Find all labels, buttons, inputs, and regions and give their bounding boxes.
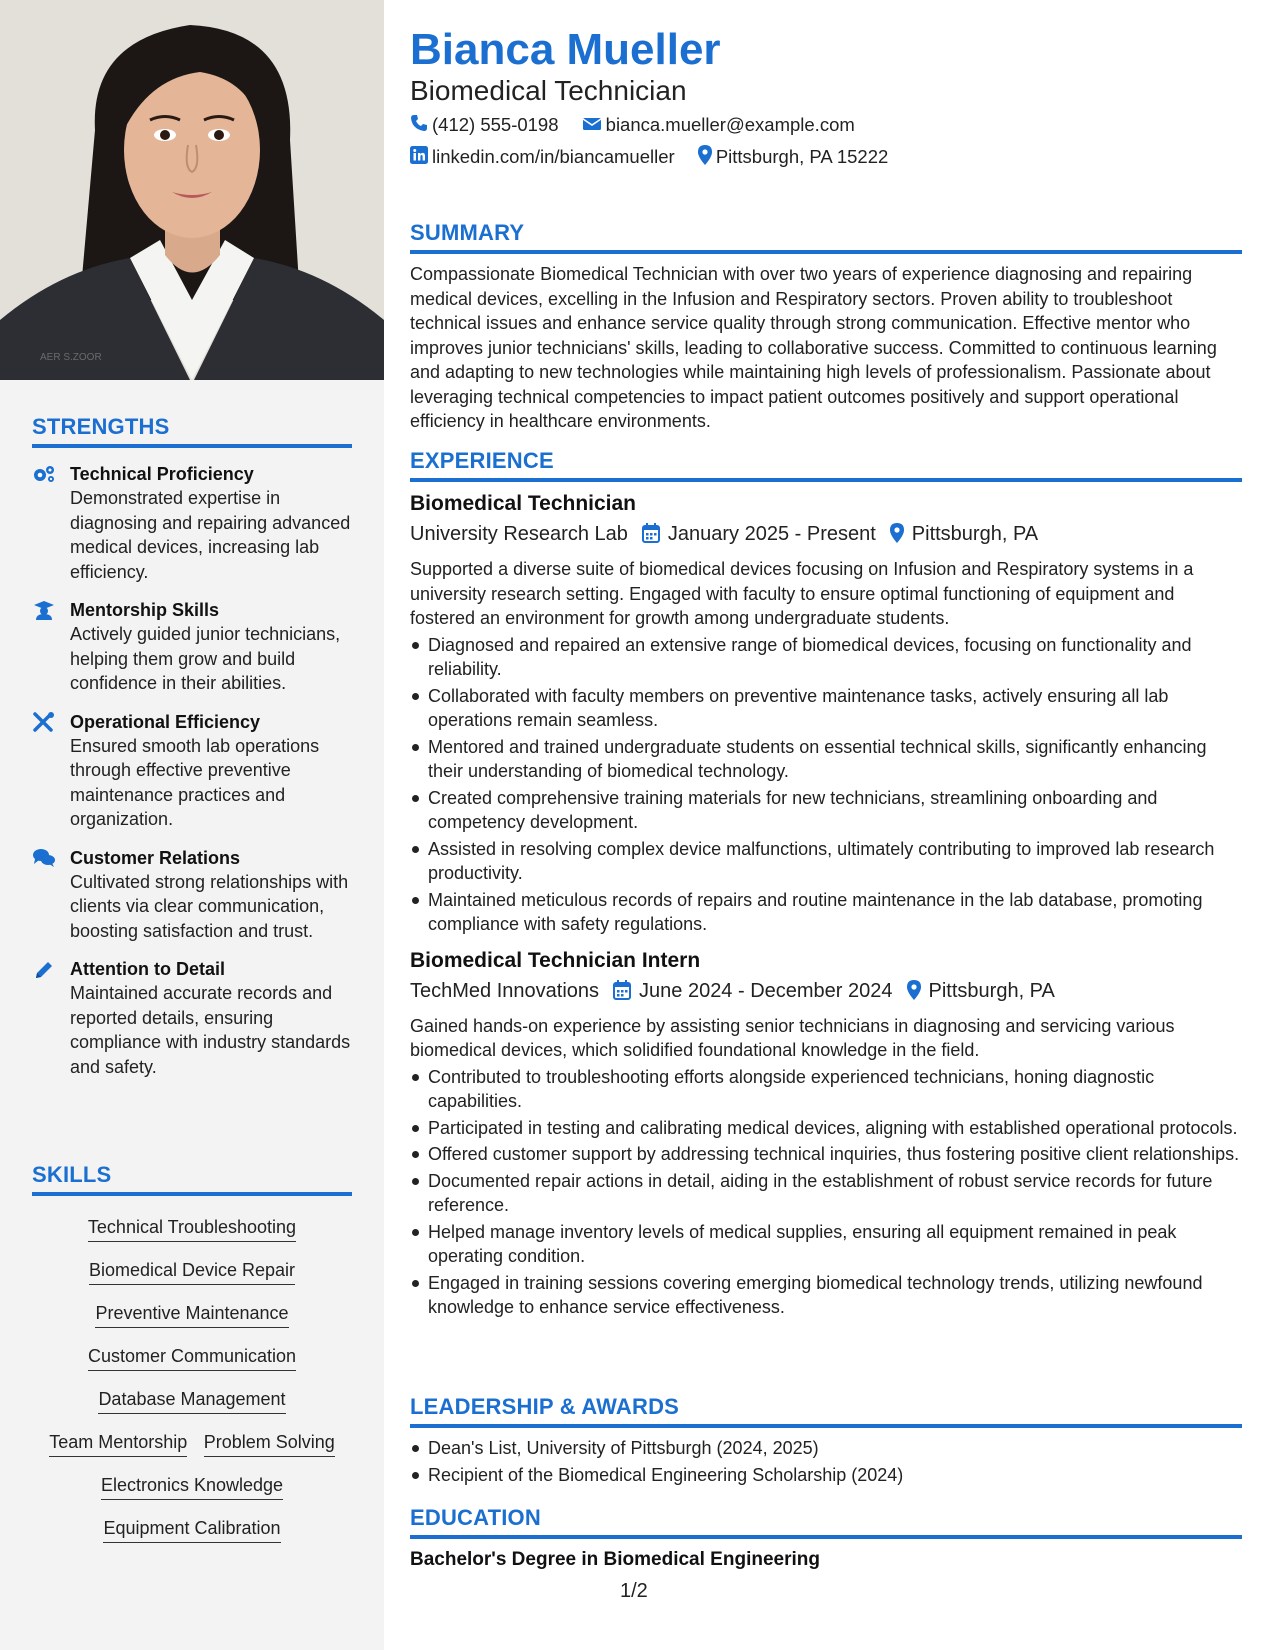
strength-desc: Ensured smooth lab operations through effective preventive maintenance practices and organization. [70, 735, 320, 829]
strength-desc: Cultivated strong relationships with clients via clear communication, boosting satisfaction and trust. [70, 871, 349, 941]
strength-desc: Demonstrated expertise in diagnosing and repairing advanced medical devices, increasing lab efficiency. [70, 488, 351, 582]
photo-watermark: AER S.ZOOR [40, 352, 102, 363]
strength-title: Operational Efficiency [70, 711, 261, 732]
strengths-heading: STRENGTHS [32, 414, 352, 448]
education-degree: Bachelor's Degree in Biomedical Engineering [410, 1549, 820, 1570]
job-title: Biomedical Technician [410, 492, 637, 515]
summary-text: Compassionate Biomedical Technician with over two years of experience diagnosing and repairing medical devices, excelling in the Infusion and Respiratory sectors. Proven ability to troubleshoot technical issues and enhance service quality through strong communication. Effective mentor who improves junior technicians' skills, leading to collaborative success. Committed to continuous learning and adapting to new technologies while maintaining high levels of professionalism. Passionate about leveraging technical competencies to impact patient outcomes positively and support operational efficiency in healthcare environments. [410, 264, 1217, 431]
phone-icon [410, 114, 428, 138]
strength-item [32, 598, 352, 696]
linkedin-icon [410, 146, 428, 170]
job-bullet: Mentored and trained undergraduate students on essential technical skills, significantly enhancing their understanding of biomedical technology. [410, 735, 1242, 784]
job-entry [410, 490, 1242, 937]
job-bullets [410, 633, 1242, 937]
calendar-icon [613, 980, 631, 1008]
job-bullet: Created comprehensive training materials for new technicians, streamlining onboarding and competency development. [410, 786, 1242, 835]
experience-heading: EXPERIENCE [410, 448, 1242, 482]
job-title: Biomedical Technician Intern [410, 948, 701, 972]
envelope-icon [582, 114, 602, 138]
skill-tag: Preventive Maintenance [95, 1302, 288, 1328]
skills-list [32, 1196, 352, 1552]
email-item[interactable] [582, 114, 855, 135]
skill-tag: Biomedical Device Repair [89, 1259, 295, 1285]
job-dates: January 2025 - Present [667, 523, 876, 545]
strength-title: Customer Relations [70, 847, 241, 868]
location-item [698, 146, 888, 167]
tools-icon [32, 712, 56, 732]
contact-row-2 [410, 145, 906, 171]
pencil-icon [32, 959, 56, 979]
job-bullet: Diagnosed and repaired an extensive range of biomedical devices, focusing on functionality and reliability. [410, 633, 1242, 682]
job-bullet: Documented repair actions in detail, aiding in the establishment of robust service records for future reference. [410, 1169, 1242, 1218]
strength-desc: Maintained accurate records and reported details, ensuring compliance with industry standards and safety. [70, 983, 351, 1077]
strength-title: Technical Proficiency [70, 464, 254, 484]
job-bullet: Offered customer support by addressing technical inquiries, thus fostering positive client relationships. [410, 1142, 1242, 1167]
award-item: Recipient of the Biomedical Engineering Scholarship (2024) [410, 1463, 1242, 1488]
job-bullet: Assisted in resolving complex device malfunctions, ultimately contributing to improved lab research productivity. [410, 837, 1242, 886]
job-bullet: Participated in testing and calibrating medical devices, aligning with established operational protocols. [410, 1116, 1242, 1141]
job-meta [410, 977, 1242, 1008]
education-heading: EDUCATION [410, 1505, 1242, 1539]
strengths-section [32, 414, 352, 1079]
chat-icon [32, 848, 56, 868]
strength-title: Attention to Detail [70, 959, 225, 979]
sidebar [0, 0, 384, 1650]
job-dates: June 2024 - December 2024 [639, 979, 893, 1002]
linkedin-item[interactable] [410, 146, 680, 167]
map-pin-icon [907, 980, 921, 1008]
graduate-icon [32, 600, 56, 620]
strength-item [32, 846, 352, 944]
education-section [410, 1505, 1242, 1573]
summary-section [410, 220, 1242, 434]
job-bullets [410, 1065, 1242, 1320]
map-pin-icon [890, 523, 904, 551]
strength-item [32, 462, 352, 584]
phone-text: (412) 555-0198 [432, 114, 559, 135]
strength-item [32, 957, 352, 1079]
skill-tag: Database Management [98, 1388, 285, 1414]
job-description: Gained hands-on experience by assisting senior technicians in diagnosing and servicing various biomedical devices, which solidified foundational knowledge in the field. [410, 1015, 1175, 1060]
skill-tag: Customer Communication [88, 1345, 296, 1371]
job-meta [410, 520, 1242, 551]
job-bullet: Helped manage inventory levels of medical supplies, ensuring all equipment remained in peak operating condition. [410, 1220, 1242, 1269]
job-bullet: Collaborated with faculty members on preventive maintenance tasks, actively ensuring all lab operations remain seamless. [410, 684, 1242, 733]
linkedin-text[interactable]: linkedin.com/in/biancamueller [432, 146, 675, 167]
awards-list [410, 1436, 1242, 1487]
candidate-name: Bianca Mueller [410, 25, 721, 74]
skill-tag: Team Mentorship [49, 1431, 187, 1457]
job-location: Pittsburgh, PA [928, 979, 1055, 1002]
candidate-role: Biomedical Technician [410, 75, 687, 106]
map-pin-icon [698, 145, 712, 171]
skills-section [32, 1162, 352, 1552]
skills-heading: SKILLS [32, 1162, 352, 1196]
award-item: Dean's List, University of Pittsburgh (2024, 2025) [410, 1436, 1242, 1461]
skill-tag: Electronics Knowledge [101, 1474, 283, 1500]
phone-item [410, 114, 564, 135]
job-bullet: Engaged in training sessions covering emerging biomedical technology trends, utilizing newfound knowledge to enhance service effectiveness. [410, 1271, 1242, 1320]
leadership-heading: LEADERSHIP & AWARDS [410, 1394, 1242, 1428]
job-entry [410, 947, 1242, 1320]
email-text[interactable]: bianca.mueller@example.com [605, 114, 855, 135]
strength-title: Mentorship Skills [70, 600, 220, 620]
strength-desc: Actively guided junior technicians, helping them grow and build confidence in their abilities. [70, 624, 341, 693]
experience-section [410, 448, 1242, 1322]
job-company: University Research Lab [410, 523, 628, 545]
calendar-icon [642, 523, 660, 551]
skill-tag: Problem Solving [204, 1431, 335, 1457]
leadership-section [410, 1394, 1242, 1489]
job-bullet: Contributed to troubleshooting efforts alongside experienced technicians, honing diagnostic capabilities. [410, 1065, 1242, 1114]
location-text: Pittsburgh, PA 15222 [715, 146, 889, 167]
contact-row-1 [410, 113, 873, 138]
job-bullet: Maintained meticulous records of repairs and routine maintenance in the lab database, promoting compliance with safety regulations. [410, 888, 1242, 937]
summary-heading: SUMMARY [410, 220, 1242, 254]
job-description: Supported a diverse suite of biomedical devices focusing on Infusion and Respiratory systems in a university research setting. Engaged with faculty to ensure optimal functioning of equipment and fostered an environment for growth among undergraduate students. [410, 559, 1194, 628]
job-company: TechMed Innovations [410, 979, 600, 1002]
skill-tag: Equipment Calibration [103, 1517, 280, 1543]
gears-icon [32, 464, 56, 484]
job-location: Pittsburgh, PA [911, 523, 1039, 545]
strength-item [32, 710, 352, 832]
page-number: 1/2 [620, 1580, 648, 1602]
profile-photo [0, 0, 384, 380]
skill-tag: Technical Troubleshooting [88, 1216, 296, 1242]
